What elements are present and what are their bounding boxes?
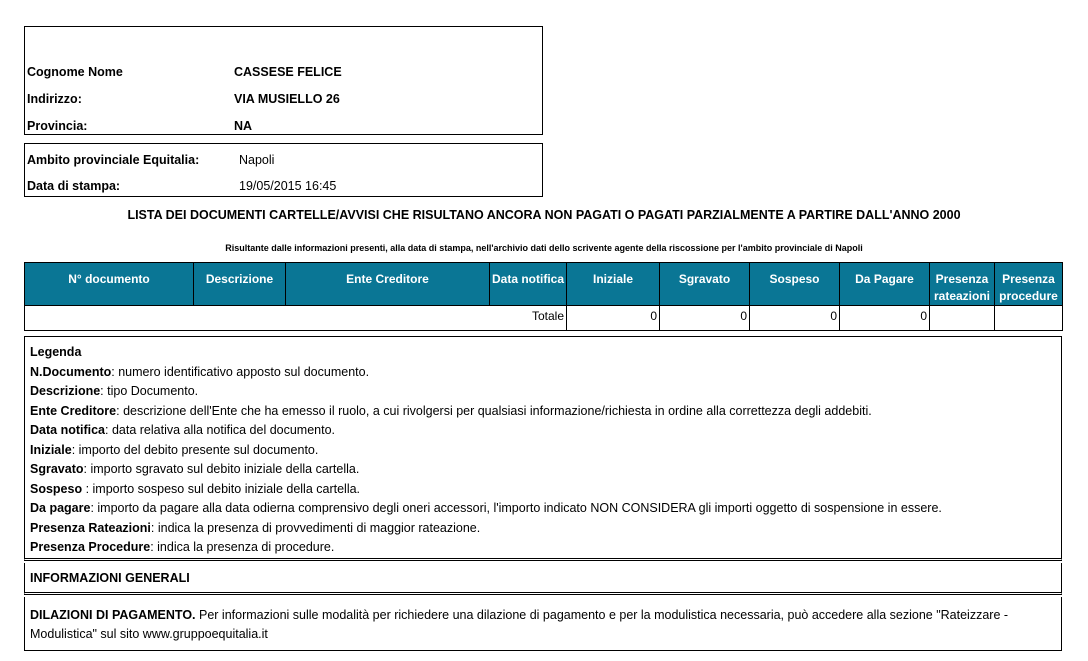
legend-item: Presenza Procedure: indica la presenza di procedure. — [30, 540, 335, 554]
total-procedure — [995, 306, 1063, 331]
data-stampa-label: Data di stampa: — [27, 179, 121, 193]
dilazioni-term: DILAZIONI DI PAGAMENTO. — [30, 608, 196, 622]
column-header: Sgravato — [660, 263, 750, 306]
column-header: Iniziale — [567, 263, 660, 306]
dilazioni-section — [24, 597, 1062, 651]
legend-item: Presenza Rateazioni: indica la presenza di provvedimenti di maggior rateazione. — [30, 520, 481, 535]
total-iniziale: 0 — [567, 306, 660, 331]
legend-item: Iniziale: importo del debito presente sul documento. — [30, 442, 319, 457]
cognome-value: CASSESE FELICE — [234, 65, 342, 79]
table-header-row — [25, 263, 1063, 306]
table-totals-row — [25, 306, 1063, 331]
legend-item: Data notifica: data relativa alla notifica del documento. — [30, 423, 336, 437]
document-title: LISTA DEI DOCUMENTI CARTELLE/AVVISI CHE RISULTANO ANCORA NON PAGATI O PAGATI PARZIALMENTE A PARTIRE DALL'ANNO 2000 — [127, 208, 961, 222]
info-generali-heading: INFORMAZIONI GENERALI — [24, 563, 1062, 595]
indirizzo-value: VIA MUSIELLO 26 — [234, 92, 340, 106]
legend-item: Sospeso : importo sospeso sul debito iniziale della cartella. — [30, 481, 361, 496]
legend-item: Da pagare: importo da pagare alla data odierna comprensivo degli oneri accessori, l'importo indicato NON CONSIDERA gli importi oggetto di sospensione in essere. — [30, 501, 942, 515]
documents-table — [24, 262, 1063, 331]
column-header: Presenza procedure — [995, 263, 1063, 306]
anagrafica-box — [24, 26, 543, 135]
cognome-label: Cognome Nome — [27, 65, 123, 79]
provincia-label: Provincia: — [27, 119, 88, 133]
total-rateazioni — [930, 306, 995, 331]
legend-box — [24, 336, 1062, 561]
column-header: Sospeso — [750, 263, 840, 306]
column-header: Presenza rateazioni — [930, 263, 995, 306]
totale-label: Totale — [25, 306, 567, 331]
document-subtitle: Risultante dalle informazioni presenti, alla data di stampa, nell'archivio dati dello scrivente agente della riscossione per l'ambito provinciale di Napoli — [225, 243, 863, 253]
legend-item: Ente Creditore: descrizione dell'Ente che ha emesso il ruolo, a cui rivolgersi per qualsiasi informazione/richiesta in ordine alla correttezza degli addebiti. — [30, 403, 872, 418]
total-sospeso: 0 — [750, 306, 840, 331]
total-da-pagare: 0 — [840, 306, 930, 331]
ambito-box — [24, 143, 543, 197]
column-header: N° documento — [25, 263, 194, 306]
legend-item: N.Documento: numero identificativo apposto sul documento. — [30, 364, 370, 379]
total-sgravato: 0 — [660, 306, 750, 331]
legend-item: Descrizione: tipo Documento. — [30, 384, 199, 398]
legend-item: Sgravato: importo sgravato sul debito iniziale della cartella. — [30, 462, 360, 476]
ambito-value: Napoli — [239, 153, 275, 167]
column-header: Data notifica — [490, 263, 567, 306]
column-header: Ente Creditore — [286, 263, 490, 306]
column-header: Descrizione — [194, 263, 286, 306]
provincia-value: NA — [234, 119, 253, 133]
data-stampa-value: 19/05/2015 16:45 — [239, 179, 337, 193]
column-header: Da Pagare — [840, 263, 930, 306]
legend-title: Legenda — [30, 345, 82, 359]
ambito-label: Ambito provinciale Equitalia: — [27, 153, 200, 167]
indirizzo-label: Indirizzo: — [27, 92, 82, 106]
dilazioni-text: Per informazioni sulle modalità per richiedere una dilazione di pagamento e per la modulistica necessaria, può accedere alla sezione "Rateizzare - Modulistica" sul sito www.gruppoequitalia.it — [30, 608, 1009, 641]
